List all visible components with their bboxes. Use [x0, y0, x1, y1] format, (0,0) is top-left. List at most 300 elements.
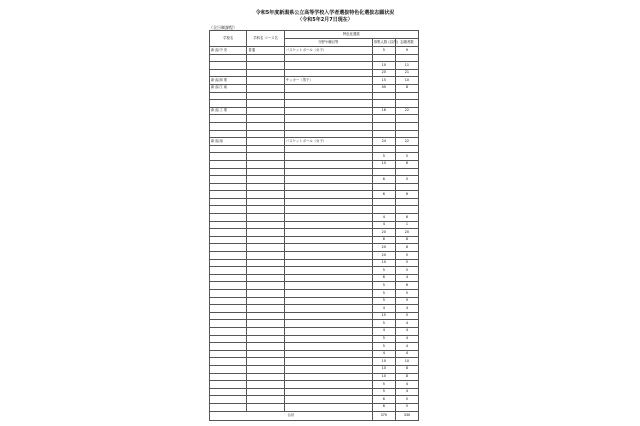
- school-cell: [210, 373, 247, 381]
- applicants-cell: 20: [395, 229, 418, 237]
- capacity-cell: 4: [372, 305, 395, 313]
- item-cell: [284, 176, 372, 184]
- applicants-cell: 5: [395, 153, 418, 161]
- school-cell: [210, 396, 247, 404]
- capacity-cell: [372, 92, 395, 100]
- item-cell: [284, 365, 372, 373]
- course-cell: [247, 229, 284, 237]
- capacity-cell: [372, 168, 395, 176]
- school-cell: [210, 122, 247, 130]
- item-cell: サッカー（男子）: [284, 77, 372, 85]
- course-cell: [247, 290, 284, 298]
- school-cell: [210, 236, 247, 244]
- course-cell: [247, 130, 284, 138]
- item-cell: [284, 54, 372, 62]
- table-row: [210, 206, 419, 214]
- table-row: [210, 107, 419, 115]
- school-cell: [210, 267, 247, 275]
- applicants-cell: [395, 145, 418, 153]
- item-cell: [284, 160, 372, 168]
- item-cell: [284, 396, 372, 404]
- applicants-cell: 5: [395, 267, 418, 275]
- table-body: [210, 47, 419, 412]
- applicants-cell: 4: [395, 327, 418, 335]
- item-cell: [284, 100, 372, 108]
- capacity-cell: 20: [372, 229, 395, 237]
- document-title: 令和5年度新潟県公立高等学校入学者選抜特色化選抜志願状況: [255, 10, 395, 16]
- capacity-cell: 6: [372, 396, 395, 404]
- course-cell: [247, 297, 284, 305]
- capacity-cell: 5: [372, 335, 395, 343]
- item-cell: [284, 62, 372, 70]
- course-cell: [247, 267, 284, 275]
- course-cell: [247, 92, 284, 100]
- table-row: [210, 388, 419, 396]
- total-label: 合計: [210, 411, 373, 420]
- header-group: 特色化選抜: [284, 31, 418, 39]
- item-cell: [284, 214, 372, 222]
- applicants-cell: 4: [395, 350, 418, 358]
- course-cell: [247, 236, 284, 244]
- document-date: （令和5年2月7日現在）: [297, 17, 353, 23]
- item-cell: [284, 274, 372, 282]
- capacity-cell: 40: [372, 84, 395, 92]
- item-cell: [284, 236, 372, 244]
- capacity-cell: 4: [372, 327, 395, 335]
- school-cell: 新潟江南: [210, 84, 247, 92]
- item-cell: [284, 259, 372, 267]
- item-cell: [284, 229, 372, 237]
- applicants-cell: [395, 130, 418, 138]
- capacity-cell: 6: [372, 191, 395, 199]
- capacity-cell: 15: [372, 312, 395, 320]
- school-cell: 新潟南: [210, 138, 247, 146]
- table-row: [210, 259, 419, 267]
- table-row: [210, 396, 419, 404]
- applicants-cell: 4: [395, 274, 418, 282]
- school-cell: [210, 305, 247, 313]
- applicants-cell: [395, 122, 418, 130]
- applicants-cell: 22: [395, 107, 418, 115]
- item-cell: [284, 381, 372, 389]
- total-capacity: 370: [372, 411, 395, 420]
- table-row: [210, 183, 419, 191]
- school-cell: [210, 191, 247, 199]
- course-cell: [247, 221, 284, 229]
- course-cell: [247, 176, 284, 184]
- applicants-cell: 8: [395, 244, 418, 252]
- school-cell: [210, 381, 247, 389]
- applicants-cell: 10: [395, 77, 418, 85]
- item-cell: [284, 84, 372, 92]
- table-row: [210, 62, 419, 70]
- header-course: 学科名 コース名: [247, 31, 284, 47]
- applicants-cell: 11: [395, 62, 418, 70]
- table-row: [210, 229, 419, 237]
- school-cell: [210, 388, 247, 396]
- item-cell: [284, 252, 372, 260]
- applicants-cell: 6: [395, 191, 418, 199]
- course-cell: [247, 282, 284, 290]
- applicants-cell: 5: [395, 290, 418, 298]
- capacity-cell: 8: [372, 236, 395, 244]
- capacity-cell: 5: [372, 388, 395, 396]
- school-cell: [210, 153, 247, 161]
- item-cell: [284, 122, 372, 130]
- item-cell: [284, 282, 372, 290]
- applicants-cell: 4: [395, 305, 418, 313]
- item-cell: [284, 388, 372, 396]
- capacity-cell: 5: [372, 381, 395, 389]
- course-cell: [247, 153, 284, 161]
- capacity-cell: 5: [372, 320, 395, 328]
- applicants-cell: 4: [395, 388, 418, 396]
- course-cell: [247, 274, 284, 282]
- capacity-cell: 5: [372, 297, 395, 305]
- applicants-cell: 4: [395, 381, 418, 389]
- item-cell: [284, 221, 372, 229]
- school-cell: [210, 206, 247, 214]
- table-row: [210, 145, 419, 153]
- table-row: [210, 335, 419, 343]
- item-cell: [284, 206, 372, 214]
- table-row: [210, 236, 419, 244]
- applicants-cell: 10: [395, 358, 418, 366]
- applicants-cell: 8: [395, 236, 418, 244]
- applicants-cell: [395, 198, 418, 206]
- table-row: [210, 77, 419, 85]
- item-cell: バスケットボール（女子）: [284, 47, 372, 55]
- course-cell: [247, 396, 284, 404]
- table-row: [210, 130, 419, 138]
- table-row: [210, 47, 419, 55]
- applicants-cell: 5: [395, 259, 418, 267]
- course-cell: [247, 312, 284, 320]
- course-cell: [247, 206, 284, 214]
- course-cell: [247, 320, 284, 328]
- item-cell: [284, 267, 372, 275]
- applicants-cell: 6: [395, 282, 418, 290]
- course-cell: [247, 107, 284, 115]
- table-row: [210, 168, 419, 176]
- applicants-cell: [395, 54, 418, 62]
- course-cell: [247, 191, 284, 199]
- school-cell: [210, 229, 247, 237]
- course-cell: [247, 145, 284, 153]
- table-row: [210, 358, 419, 366]
- school-cell: [210, 358, 247, 366]
- applicants-cell: [395, 115, 418, 123]
- course-cell: [247, 305, 284, 313]
- item-cell: [284, 198, 372, 206]
- table-row: [210, 381, 419, 389]
- school-cell: [210, 168, 247, 176]
- capacity-cell: 5: [372, 153, 395, 161]
- table-row: [210, 176, 419, 184]
- capacity-cell: 6: [372, 403, 395, 411]
- capacity-cell: [372, 183, 395, 191]
- table-row: [210, 92, 419, 100]
- course-cell: [247, 373, 284, 381]
- school-cell: [210, 176, 247, 184]
- capacity-cell: 4: [372, 221, 395, 229]
- course-cell: [247, 350, 284, 358]
- school-cell: [210, 62, 247, 70]
- applicants-cell: 21: [395, 69, 418, 77]
- course-cell: [247, 168, 284, 176]
- school-cell: [210, 350, 247, 358]
- total-row: [210, 411, 419, 420]
- item-cell: [284, 297, 372, 305]
- table-row: [210, 282, 419, 290]
- course-cell: [247, 327, 284, 335]
- applicants-cell: 5: [395, 176, 418, 184]
- item-cell: [284, 168, 372, 176]
- school-cell: [210, 221, 247, 229]
- course-cell: [247, 365, 284, 373]
- course-cell: [247, 381, 284, 389]
- capacity-cell: 10: [372, 358, 395, 366]
- item-cell: [284, 312, 372, 320]
- school-cell: [210, 214, 247, 222]
- applicants-cell: [395, 183, 418, 191]
- item-cell: [284, 335, 372, 343]
- school-cell: [210, 335, 247, 343]
- applicants-cell: 6: [395, 160, 418, 168]
- table-row: [210, 122, 419, 130]
- item-cell: [284, 305, 372, 313]
- capacity-cell: 10: [372, 62, 395, 70]
- table-row: [210, 221, 419, 229]
- applicants-cell: [395, 92, 418, 100]
- course-cell: [247, 77, 284, 85]
- capacity-cell: [372, 115, 395, 123]
- capacity-cell: 20: [372, 69, 395, 77]
- table-row: [210, 160, 419, 168]
- course-cell: [247, 252, 284, 260]
- course-cell: [247, 343, 284, 351]
- header-applicants: 志願者数: [395, 39, 418, 47]
- capacity-cell: 5: [372, 343, 395, 351]
- school-cell: 新潟中央: [210, 47, 247, 55]
- school-cell: [210, 100, 247, 108]
- school-cell: [210, 115, 247, 123]
- table-row: [210, 84, 419, 92]
- capacity-cell: 10: [372, 365, 395, 373]
- table-row: [210, 365, 419, 373]
- table-row: [210, 138, 419, 146]
- item-cell: [284, 107, 372, 115]
- applicants-cell: 8: [395, 373, 418, 381]
- school-cell: [210, 130, 247, 138]
- school-cell: [210, 69, 247, 77]
- capacity-cell: 10: [372, 160, 395, 168]
- capacity-cell: 6: [372, 176, 395, 184]
- item-cell: [284, 290, 372, 298]
- capacity-cell: [372, 100, 395, 108]
- school-cell: [210, 252, 247, 260]
- applicants-cell: 4: [395, 335, 418, 343]
- capacity-cell: [372, 130, 395, 138]
- school-cell: [210, 54, 247, 62]
- course-cell: [247, 62, 284, 70]
- school-cell: 新潟商業: [210, 77, 247, 85]
- applicants-cell: 6: [395, 214, 418, 222]
- table-row: [210, 115, 419, 123]
- capacity-cell: 4: [372, 214, 395, 222]
- school-cell: [210, 92, 247, 100]
- table-row: [210, 252, 419, 260]
- table-row: [210, 54, 419, 62]
- table-row: [210, 198, 419, 206]
- school-cell: [210, 259, 247, 267]
- school-cell: [210, 274, 247, 282]
- item-cell: [284, 373, 372, 381]
- school-cell: [210, 297, 247, 305]
- course-cell: [247, 138, 284, 146]
- capacity-cell: 4: [372, 350, 395, 358]
- applicants-cell: 1: [395, 221, 418, 229]
- course-cell: [247, 244, 284, 252]
- applicants-cell: 9: [395, 47, 418, 55]
- school-cell: [210, 290, 247, 298]
- item-cell: [284, 191, 372, 199]
- table-row: [210, 327, 419, 335]
- total-applicants: 330: [395, 411, 418, 420]
- course-note: （全日制課程）: [209, 25, 237, 30]
- applicants-cell: 4: [395, 320, 418, 328]
- table-row: [210, 214, 419, 222]
- course-cell: [247, 54, 284, 62]
- item-cell: [284, 327, 372, 335]
- course-cell: [247, 100, 284, 108]
- capacity-cell: 5: [372, 290, 395, 298]
- applicants-cell: 8: [395, 84, 418, 92]
- table-row: [210, 153, 419, 161]
- table-row: [210, 297, 419, 305]
- item-cell: バスケットボール（女子）: [284, 138, 372, 146]
- capacity-cell: 16: [372, 107, 395, 115]
- table-row: [210, 267, 419, 275]
- school-cell: [210, 320, 247, 328]
- applications-table: [209, 30, 419, 421]
- header-item: 分野や種目等: [284, 39, 372, 47]
- table-row: [210, 69, 419, 77]
- applicants-cell: [395, 168, 418, 176]
- capacity-cell: [372, 206, 395, 214]
- applicants-cell: 4: [395, 343, 418, 351]
- course-cell: [247, 335, 284, 343]
- school-cell: [210, 312, 247, 320]
- school-cell: [210, 343, 247, 351]
- item-cell: [284, 115, 372, 123]
- school-cell: [210, 282, 247, 290]
- item-cell: [284, 69, 372, 77]
- item-cell: [284, 145, 372, 153]
- capacity-cell: 6: [372, 274, 395, 282]
- course-cell: [247, 160, 284, 168]
- capacity-cell: 5: [372, 282, 395, 290]
- school-cell: [210, 403, 247, 411]
- item-cell: [284, 130, 372, 138]
- capacity-cell: 15: [372, 77, 395, 85]
- applicants-cell: 5: [395, 403, 418, 411]
- capacity-cell: 10: [372, 259, 395, 267]
- applicants-cell: 5: [395, 312, 418, 320]
- course-cell: [247, 183, 284, 191]
- applicants-cell: 5: [395, 252, 418, 260]
- capacity-cell: [372, 198, 395, 206]
- school-cell: [210, 244, 247, 252]
- course-cell: [247, 84, 284, 92]
- capacity-cell: [372, 122, 395, 130]
- applicants-cell: 5: [395, 396, 418, 404]
- applicants-cell: [395, 100, 418, 108]
- item-cell: [284, 358, 372, 366]
- applicants-cell: 8: [395, 365, 418, 373]
- capacity-cell: 24: [372, 138, 395, 146]
- item-cell: [284, 320, 372, 328]
- capacity-cell: 20: [372, 244, 395, 252]
- table-row: [210, 403, 419, 411]
- table-row: [210, 274, 419, 282]
- course-cell: [247, 69, 284, 77]
- course-cell: [247, 122, 284, 130]
- school-cell: 新潟工業: [210, 107, 247, 115]
- table-row: [210, 312, 419, 320]
- item-cell: [284, 403, 372, 411]
- capacity-cell: [372, 54, 395, 62]
- table-row: [210, 100, 419, 108]
- course-cell: [247, 259, 284, 267]
- table-row: [210, 191, 419, 199]
- table-row: [210, 244, 419, 252]
- item-cell: [284, 350, 372, 358]
- applicants-cell: 9: [395, 297, 418, 305]
- course-cell: [247, 403, 284, 411]
- capacity-cell: 5: [372, 267, 395, 275]
- table-row: [210, 305, 419, 313]
- school-cell: [210, 160, 247, 168]
- school-cell: [210, 198, 247, 206]
- school-cell: [210, 365, 247, 373]
- header-capacity: 募集人数 (以内): [372, 39, 395, 47]
- item-cell: [284, 244, 372, 252]
- school-cell: [210, 183, 247, 191]
- applicants-cell: 22: [395, 138, 418, 146]
- capacity-cell: 20: [372, 252, 395, 260]
- course-cell: [247, 388, 284, 396]
- school-cell: [210, 145, 247, 153]
- course-cell: [247, 115, 284, 123]
- table-row: [210, 343, 419, 351]
- school-cell: [210, 327, 247, 335]
- capacity-cell: 5: [372, 47, 395, 55]
- course-cell: [247, 214, 284, 222]
- course-cell: [247, 198, 284, 206]
- table-row: [210, 290, 419, 298]
- course-cell: 普通: [247, 47, 284, 55]
- table-row: [210, 350, 419, 358]
- table-row: [210, 320, 419, 328]
- applicants-cell: [395, 206, 418, 214]
- capacity-cell: [372, 145, 395, 153]
- capacity-cell: 10: [372, 373, 395, 381]
- course-cell: [247, 358, 284, 366]
- table-row: [210, 373, 419, 381]
- item-cell: [284, 183, 372, 191]
- header-school: 学校名: [210, 31, 247, 47]
